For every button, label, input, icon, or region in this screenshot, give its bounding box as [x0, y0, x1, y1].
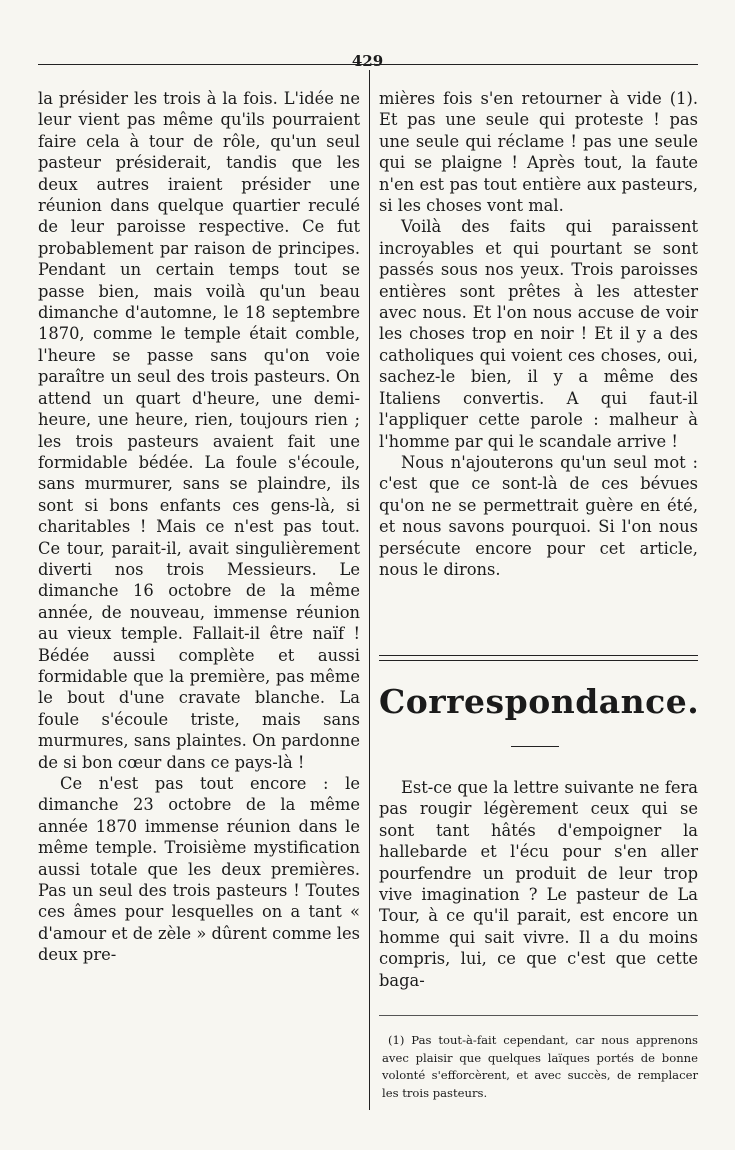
section-rule-thick: [379, 655, 698, 656]
footnote: (1) Pas tout-à-fait cependant, car nous apprenons avec plaisir que quelques laïques portés de bonne volonté s'efforcèrent, et avec succès, de remplacer les trois pasteurs.: [382, 1033, 698, 1100]
paragraph: Voilà des faits qui paraissent incroyables et qui pourtant se sont passés sous nos yeux. Trois paroisses entières sont prêtes à les attester avec nous. Et l'on nous accuse de voir les choses trop en noir ! Et il y a des catholiques qui voient ces choses, oui, sachez-le bien, il y a même des Italiens convertis. A qui faut-il l'appliquer cette parole : malheur à l'homme par qui le scandale arrive !: [379, 217, 698, 451]
section-title: Correspondance.: [379, 682, 700, 721]
title-dash: [511, 746, 559, 747]
left-column: [38, 88, 360, 966]
section-rule-thin: [379, 660, 698, 661]
column-divider: [369, 70, 370, 1110]
footnote-rule: [379, 1015, 698, 1016]
paragraph: Nous n'ajouterons qu'un seul mot : c'est que ce sont-là de ces bévues qu'on ne se permettrait guère en été, et nous savons pourquoi. Si l'on nous persécute encore pour cet article, nous le dirons.: [379, 452, 698, 579]
paragraph: Ce n'est pas tout encore : le dimanche 23 octobre de la même année 1870 immense réunion dans le même temple. Troisième mystification aussi totale que les deux premières. Pas un seul des trois pasteurs ! Toutes ces âmes pour lesquelles on a tant « d'amour et de zèle » dûrent comme les deux pre-: [38, 774, 360, 965]
paragraph: la présider les trois à la fois. L'idée ne leur vient pas même qu'ils pourraient faire cela à tour de rôle, qu'un seul pasteur présiderait, tandis que les deux autres iraient présider une réunion dans quelque quartier reculé de leur paroisse respective. Ce fut probablement par raison de principes. Pendant un certain temps tout se passe bien, mais voilà qu'un beau dimanche d'automne, le 18 septembre 1870, comme le temple était comble, l'heure se passe sans qu'on voie paraître un seul des trois pasteurs. On attend un quart d'heure, une demi-heure, une heure, rien, toujours rien ; les trois pasteurs avaient fait une formidable bédée. La foule s'écoule, sans murmurer, sans se plaindre, ils sont si bons enfants ces gens-là, si charitables ! Mais ce n'est pas tout. Ce tour, parait-il, avait singulièrement diverti nos trois Messieurs. Le dimanche 16 octobre de la même année, de nouveau, immense réunion au vieux temple. Fallait-il être naïf ! Bédée aussi complète et aussi formidable que la première, pas même le bout d'une cravate blanche. La foule s'écoule triste, mais sans murmures, sans plaintes. On pardonne de si bon cœur dans ce pays-là !: [38, 89, 360, 772]
paragraph: mières fois s'en retourner à vide (1). Et pas une seule qui proteste ! pas une seule qui réclame ! pas une seule qui se plaigne ! Après tout, la faute n'en est pas tout entière aux pasteurs, si les choses vont mal.: [379, 89, 698, 216]
page-number: 429: [351, 52, 384, 70]
header-rule: [38, 64, 698, 65]
right-column: [379, 88, 698, 580]
correspondance-body: [379, 777, 698, 991]
paragraph: Est-ce que la lettre suivante ne fera pas rougir légèrement ceux qui se sont tant hâtés d'empoigner la hallebarde et l'écu pour s'en aller pourfendre un produit de leur trop vive imagination ? Le pasteur de La Tour, à ce qu'il parait, est encore un homme qui sait vivre. Il a du moins compris, lui, ce que c'est que cette baga-: [379, 778, 698, 990]
